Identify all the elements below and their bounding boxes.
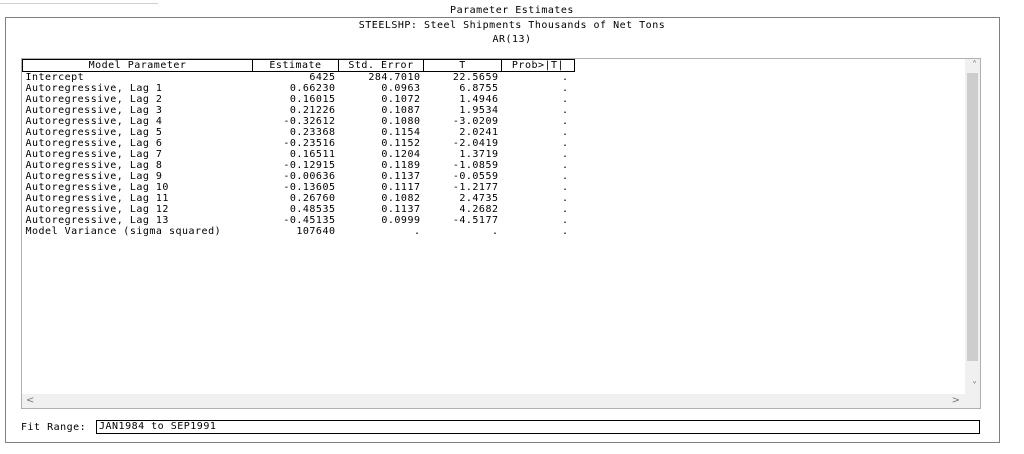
vertical-scrollbar[interactable]	[965, 59, 980, 394]
series-heading: STEELSHP: Steel Shipments Thousands of Net Tons	[358, 20, 666, 31]
cell-t: -3.0209	[452, 116, 499, 127]
cell-prob: .	[561, 105, 569, 116]
cell-model-parameter: Autoregressive, Lag 8	[25, 160, 163, 171]
cell-model-parameter: Autoregressive, Lag 9	[25, 171, 163, 182]
cell-t: -2.0419	[452, 138, 499, 149]
cell-estimate: -0.32612	[283, 116, 336, 127]
cell-t: 1.9534	[459, 105, 499, 116]
cell-t: 1.4946	[459, 94, 499, 105]
cell-t: -1.2177	[452, 182, 499, 193]
cell-model-parameter: Autoregressive, Lag 12	[25, 204, 169, 215]
column-header-t[interactable]: T	[424, 60, 502, 72]
cell-estimate: 0.16511	[289, 149, 336, 160]
cell-estimate: -0.12915	[283, 160, 336, 171]
cell-estimate: 0.48535	[289, 204, 336, 215]
cell-estimate: 0.16015	[289, 94, 336, 105]
table-row[interactable]	[23, 138, 575, 149]
scroll-right-icon[interactable]: >	[951, 395, 960, 406]
cell-std-error: 0.0963	[381, 83, 421, 94]
cell-t: -0.0559	[452, 171, 499, 182]
cell-prob: .	[561, 204, 569, 215]
table-row[interactable]	[23, 127, 575, 138]
cell-prob: .	[561, 83, 569, 94]
table-row[interactable]	[23, 105, 575, 116]
cell-model-parameter: Model Variance (sigma squared)	[25, 226, 222, 237]
cell-t: -1.0859	[452, 160, 499, 171]
table-row[interactable]	[23, 160, 575, 171]
cell-std-error: 0.1072	[381, 94, 421, 105]
cell-estimate: -0.45135	[283, 215, 336, 226]
cell-model-parameter: Autoregressive, Lag 13	[25, 215, 169, 226]
horizontal-scrollbar[interactable]	[22, 394, 980, 408]
cell-model-parameter: Autoregressive, Lag 1	[25, 83, 163, 94]
cell-model-parameter: Autoregressive, Lag 4	[25, 116, 163, 127]
cell-std-error: 0.1087	[381, 105, 421, 116]
table-row[interactable]	[23, 204, 575, 215]
cell-model-parameter: Autoregressive, Lag 2	[25, 94, 163, 105]
table-row[interactable]	[23, 72, 575, 84]
cell-t: -4.5177	[452, 215, 499, 226]
table-row[interactable]	[23, 182, 575, 193]
table-row[interactable]	[23, 226, 575, 237]
cell-std-error: 0.1189	[381, 160, 421, 171]
cell-prob: .	[561, 215, 569, 226]
cell-model-parameter: Autoregressive, Lag 10	[25, 182, 169, 193]
cell-prob: .	[561, 193, 569, 204]
cell-estimate: 0.66230	[289, 83, 336, 94]
cell-estimate: -0.00636	[283, 171, 336, 182]
cell-t: 6.8755	[459, 83, 499, 94]
cell-std-error: 0.1154	[381, 127, 421, 138]
cell-std-error: 0.1137	[381, 204, 421, 215]
cell-model-parameter: Autoregressive, Lag 5	[25, 127, 163, 138]
cell-model-parameter: Autoregressive, Lag 7	[25, 149, 163, 160]
cell-t: .	[491, 226, 499, 237]
cell-estimate: 0.21226	[289, 105, 336, 116]
cell-std-error: 0.1204	[381, 149, 421, 160]
cell-model-parameter: Autoregressive, Lag 3	[25, 105, 163, 116]
cell-prob: .	[561, 72, 569, 83]
cell-prob: .	[561, 160, 569, 171]
cell-model-parameter: Autoregressive, Lag 6	[25, 138, 163, 149]
cell-model-parameter: Intercept	[25, 72, 85, 83]
model-heading: AR(13)	[492, 34, 532, 45]
table-header-row	[23, 60, 575, 72]
vertical-scroll-thumb[interactable]	[967, 73, 978, 361]
column-header-prob[interactable]: Prob>|T|	[502, 60, 575, 72]
cell-std-error: 0.1080	[381, 116, 421, 127]
table-row[interactable]	[23, 83, 575, 94]
cell-t: 22.5659	[452, 72, 499, 83]
column-header-model-parameter[interactable]: Model Parameter	[23, 60, 253, 72]
table-body	[23, 72, 575, 238]
table-row[interactable]	[23, 193, 575, 204]
cell-estimate: 107640	[296, 226, 336, 237]
cell-prob: .	[561, 138, 569, 149]
cell-estimate: 0.26760	[289, 193, 336, 204]
cell-std-error: 0.1137	[381, 171, 421, 182]
cell-prob: .	[561, 94, 569, 105]
cell-prob: .	[561, 171, 569, 182]
table-row[interactable]	[23, 215, 575, 226]
cell-prob: .	[561, 226, 569, 237]
table-row[interactable]	[23, 94, 575, 105]
cell-std-error: 0.0999	[381, 215, 421, 226]
cell-estimate: -0.23516	[283, 138, 336, 149]
tab-strip-remnant	[0, 0, 158, 4]
cell-std-error: 284.7010	[368, 72, 421, 83]
cell-prob: .	[561, 127, 569, 138]
table-row[interactable]	[23, 149, 575, 160]
parameter-estimates-table	[22, 59, 575, 237]
column-header-std-error[interactable]: Std. Error	[339, 60, 424, 72]
cell-prob: .	[561, 116, 569, 127]
cell-t: 4.2682	[459, 204, 499, 215]
cell-std-error: 0.1082	[381, 193, 421, 204]
scroll-down-icon[interactable]: ˅	[972, 381, 977, 392]
column-header-estimate[interactable]: Estimate	[253, 60, 339, 72]
scroll-up-icon[interactable]: ˄	[972, 60, 977, 71]
scroll-left-icon[interactable]: <	[26, 395, 35, 406]
fit-range-field[interactable]: JAN1984 to SEP1991	[96, 420, 980, 434]
window-title: Parameter Estimates	[450, 5, 574, 16]
cell-estimate: -0.13605	[283, 182, 336, 193]
fit-range-label: Fit Range:	[21, 422, 87, 433]
table-row[interactable]	[23, 116, 575, 127]
cell-estimate: 0.23368	[289, 127, 336, 138]
cell-prob: .	[561, 182, 569, 193]
cell-t: 1.3719	[459, 149, 499, 160]
cell-std-error: 0.1117	[381, 182, 421, 193]
cell-estimate: 6425	[309, 72, 336, 83]
cell-prob: .	[561, 149, 569, 160]
cell-std-error: 0.1152	[381, 138, 421, 149]
cell-t: 2.4735	[459, 193, 499, 204]
cell-t: 2.0241	[459, 127, 499, 138]
table-row[interactable]	[23, 171, 575, 182]
cell-model-parameter: Autoregressive, Lag 11	[25, 193, 169, 204]
parameter-table-panel	[21, 58, 981, 409]
cell-std-error: .	[413, 226, 421, 237]
